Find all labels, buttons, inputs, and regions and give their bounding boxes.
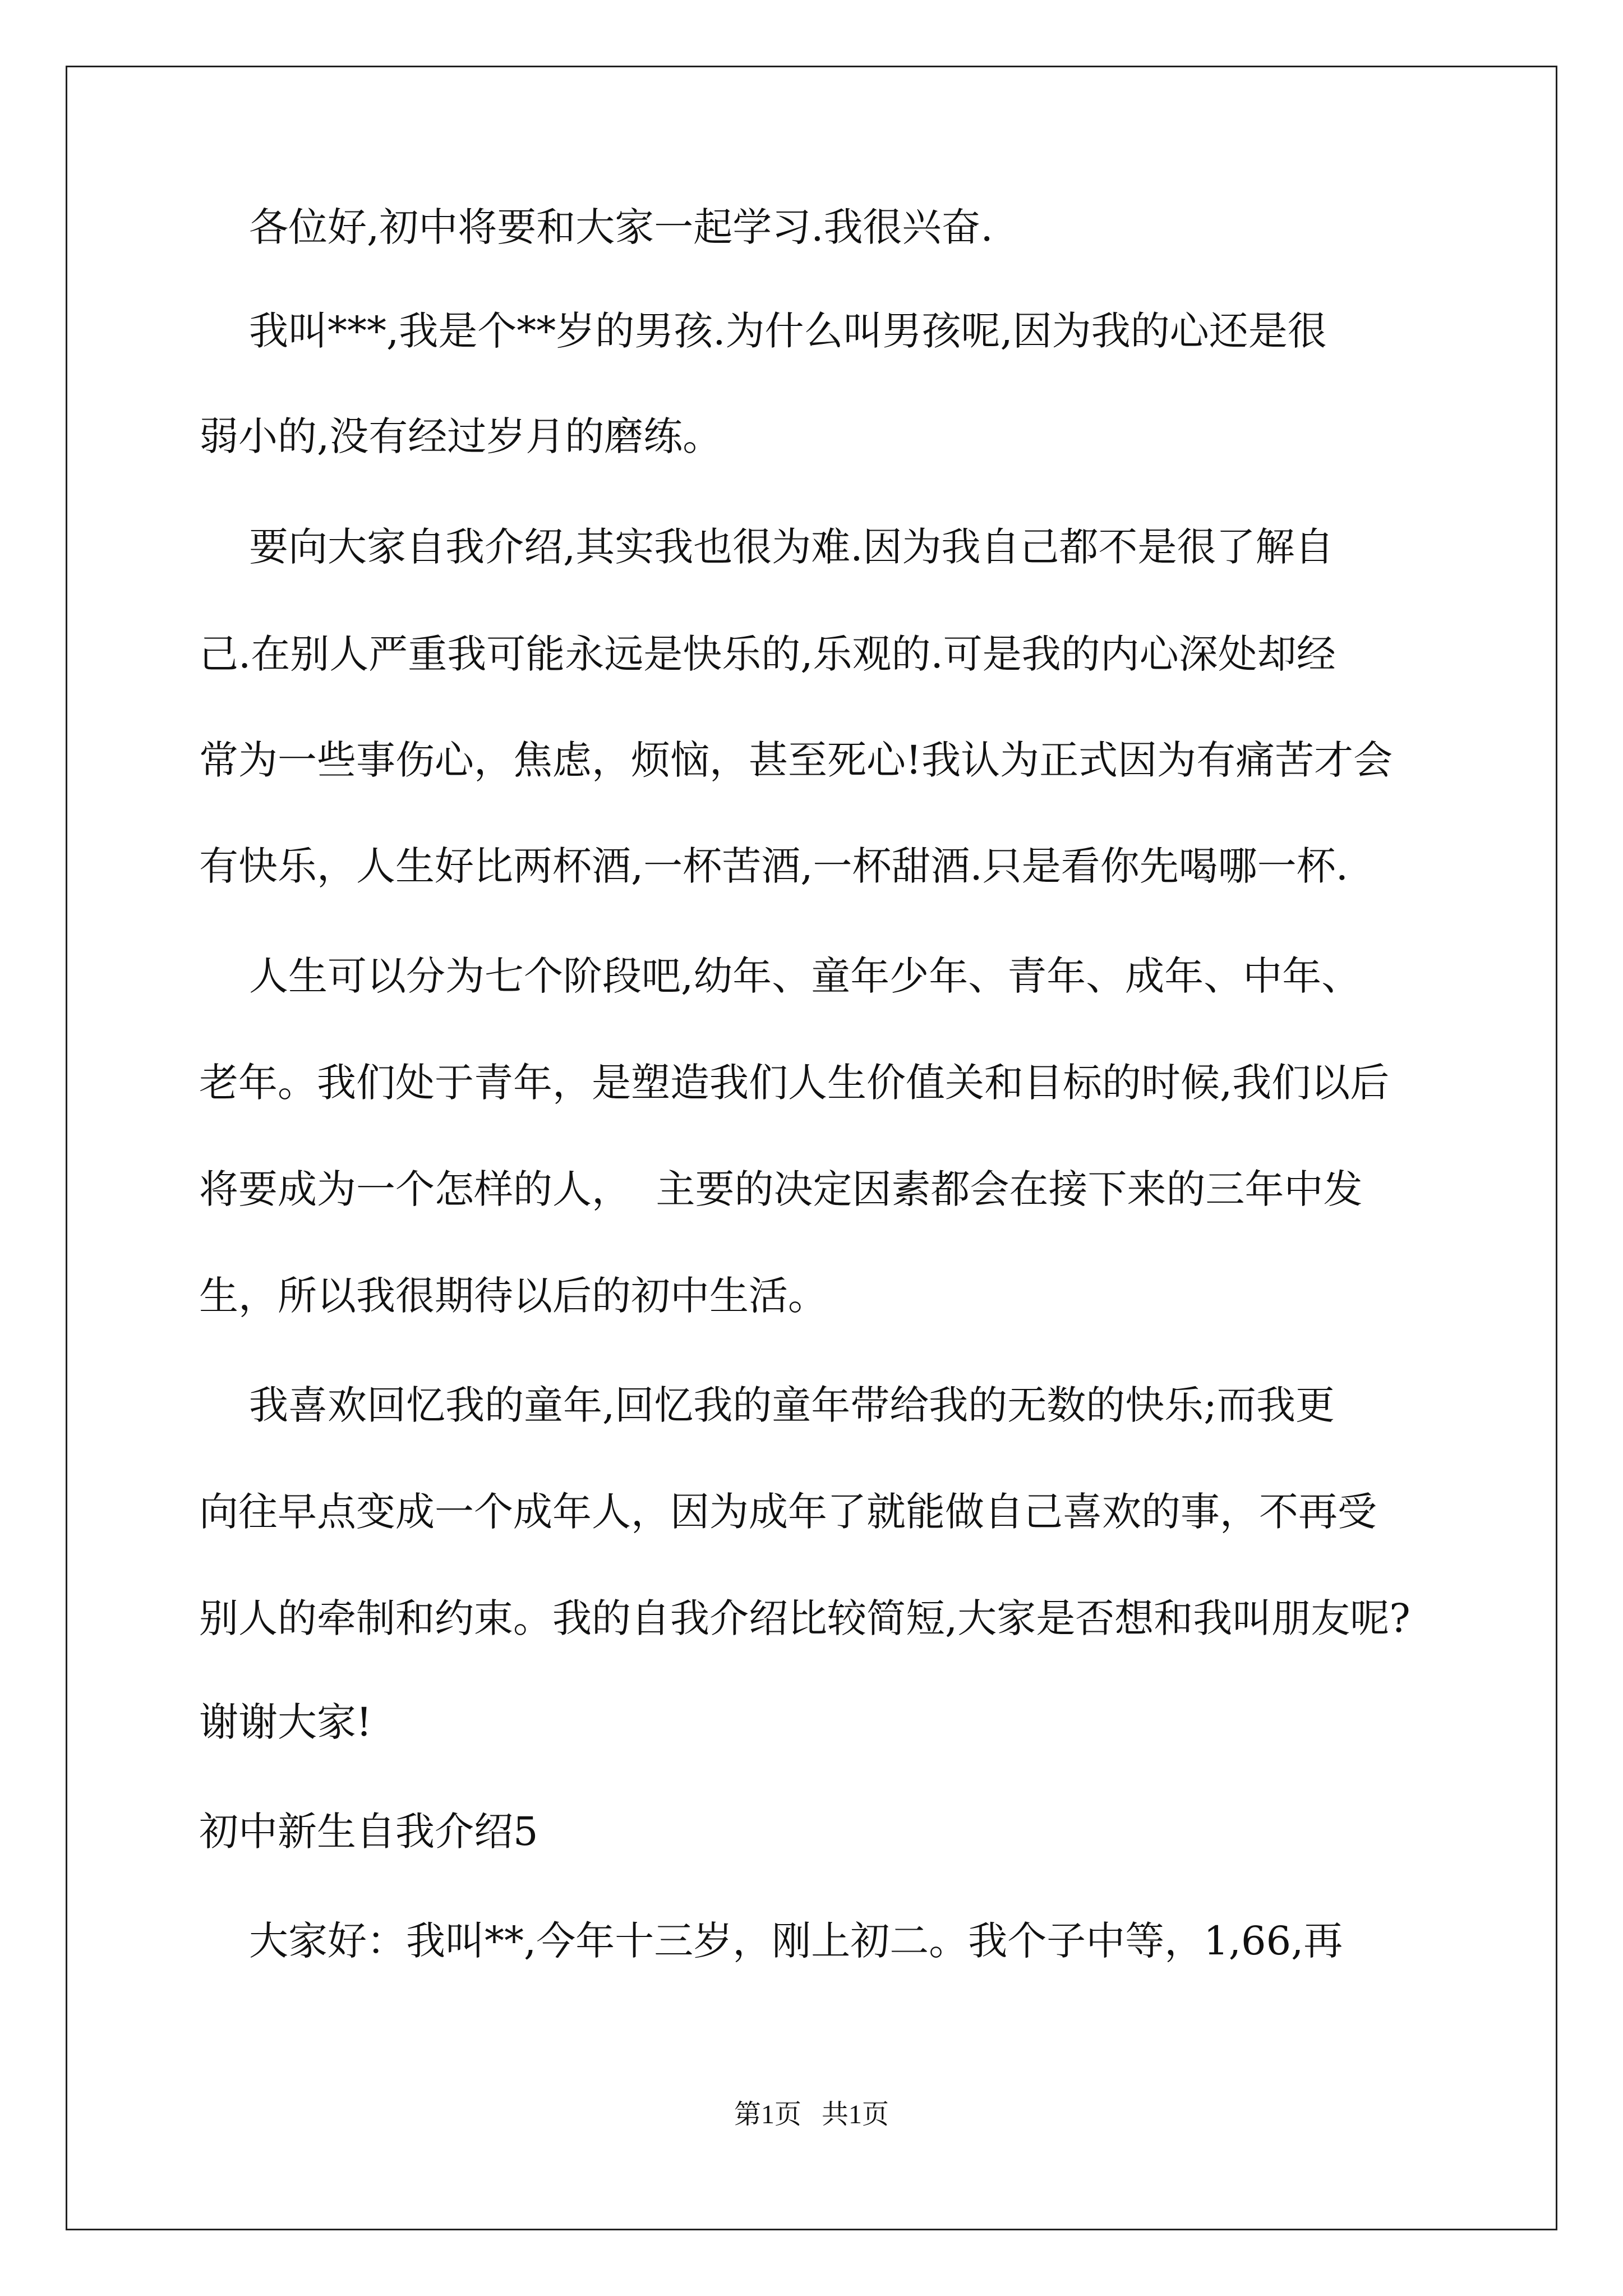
text-line-8: 人生可以分为七个阶段吧,幼年、童年少年、青年、成年、中年、	[199, 953, 1361, 999]
page-total: 共1页	[822, 2100, 889, 2129]
text-line-13: 向往早点变成一个成年人，因为成年了就能做自己喜欢的事，不再受	[199, 1489, 1377, 1535]
text-line-17: 大家好：我叫**,今年十三岁，刚上初二。我个子中等，1,66,再	[199, 1918, 1343, 1964]
text-line-2: 我叫***,我是个**岁的男孩.为什么叫男孩呢,因为我的心还是很	[199, 308, 1327, 354]
text-line-12: 我喜欢回忆我的童年,回忆我的童年带给我的无数的快乐;而我更	[199, 1382, 1335, 1428]
page-number: 第1页	[734, 2100, 801, 2129]
text-line-10: 将要成为一个怎样的人， 主要的决定因素都会在接下来的三年中发	[199, 1166, 1363, 1212]
page-frame	[66, 66, 1557, 2230]
text-line-11: 生，所以我很期待以后的初中生活。	[199, 1273, 827, 1319]
text-line-3: 弱小的,没有经过岁月的磨练。	[199, 413, 722, 459]
text-line-5: 己.在别人严重我可能永远是快乐的,乐观的.可是我的内心深处却经	[199, 631, 1336, 677]
text-line-6: 常为一些事伤心，焦虑，烦恼，甚至死心!我认为正式因为有痛苦才会	[199, 737, 1393, 783]
text-line-4: 要向大家自我介绍,其实我也很为难.因为我自己都不是很了解自	[199, 524, 1334, 570]
text-line-14: 别人的牵制和约束。我的自我介绍比较简短,大家是否想和我叫朋友呢?	[199, 1595, 1410, 1641]
text-line-15: 谢谢大家!	[199, 1699, 372, 1745]
text-line-9: 老年。我们处于青年，是塑造我们人生价值关和目标的时候,我们以后	[199, 1060, 1390, 1106]
text-line-1: 各位好,初中将要和大家一起学习.我很兴奋.	[199, 204, 993, 250]
text-line-7: 有快乐，人生好比两杯酒,一杯苦酒,一杯甜酒.只是看你先喝哪一杯.	[199, 843, 1349, 889]
section-heading: 初中新生自我介绍5	[199, 1809, 538, 1855]
page-footer	[0, 2098, 1623, 2132]
